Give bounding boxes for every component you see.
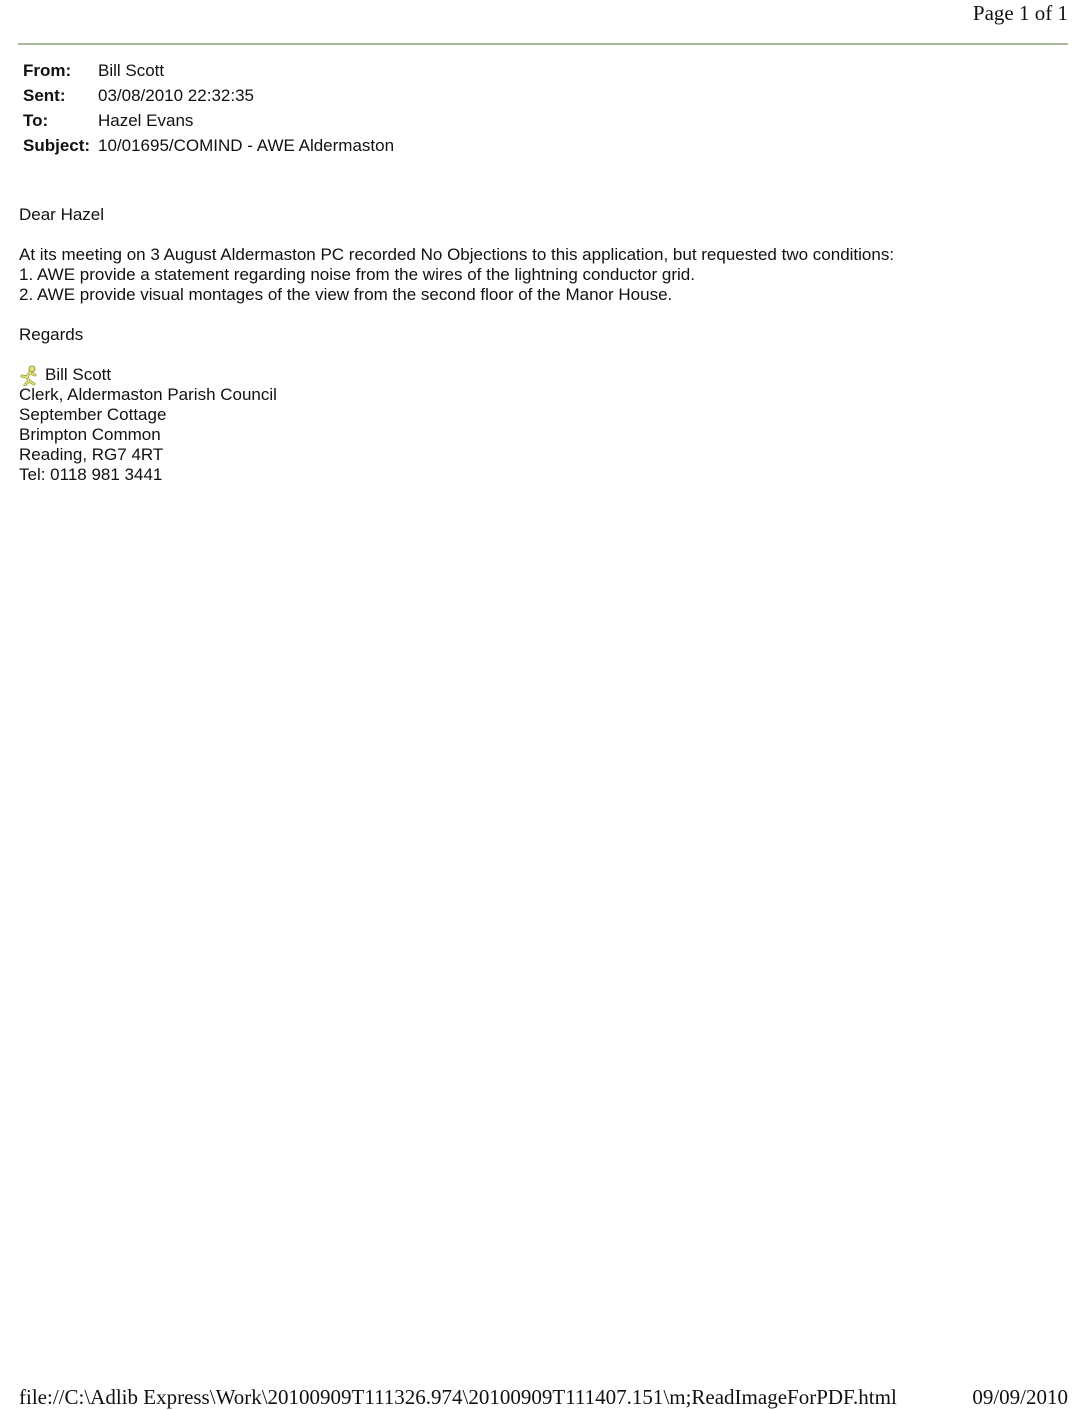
signature-phone: Tel: 0118 981 3441 — [19, 465, 163, 484]
page-number: Page 1 of 1 — [972, 1, 1068, 25]
to-value: Hazel Evans — [98, 111, 194, 130]
closing: Regards — [19, 325, 84, 344]
from-label: From: — [23, 61, 72, 80]
sent-label: Sent: — [23, 86, 66, 105]
from-row — [23, 58, 394, 83]
email-body — [19, 205, 1059, 485]
footer-date: 09/09/2010 — [972, 1385, 1068, 1409]
sent-row — [23, 83, 394, 108]
greeting: Dear Hazel — [19, 205, 105, 224]
subject-label: Subject: — [23, 136, 91, 155]
signature-name-row — [19, 365, 1059, 385]
signature-address-3: Reading, RG7 4RT — [19, 445, 164, 464]
from-value: Bill Scott — [98, 61, 165, 80]
person-icon — [19, 365, 40, 386]
subject-value: 10/01695/COMIND - AWE Aldermaston — [98, 136, 395, 155]
condition-2: 2. AWE provide visual montages of the view from the second floor of the Manor House. — [19, 285, 673, 304]
signature-address-1: September Cottage — [19, 405, 167, 424]
to-row — [23, 108, 394, 133]
signature-address-2: Brimpton Common — [19, 425, 161, 444]
paragraph-line: At its meeting on 3 August Aldermaston PC recorded No Objections to this application, but requested two conditions: — [19, 245, 895, 264]
email-header — [23, 58, 394, 158]
sent-value: 03/08/2010 22:32:35 — [98, 86, 254, 105]
condition-1: 1. AWE provide a statement regarding noise from the wires of the lightning conductor grid. — [19, 265, 695, 284]
to-label: To: — [23, 111, 49, 130]
signature-title: Clerk, Aldermaston Parish Council — [19, 385, 277, 404]
header-divider — [18, 43, 1068, 45]
subject-row — [23, 133, 394, 158]
footer-file-path: file://C:\Adlib Express\Work\20100909T111326.974\20100909T111407.151\m;ReadImageForPDF.html — [19, 1385, 897, 1409]
signature-name: Bill Scott — [45, 365, 112, 384]
